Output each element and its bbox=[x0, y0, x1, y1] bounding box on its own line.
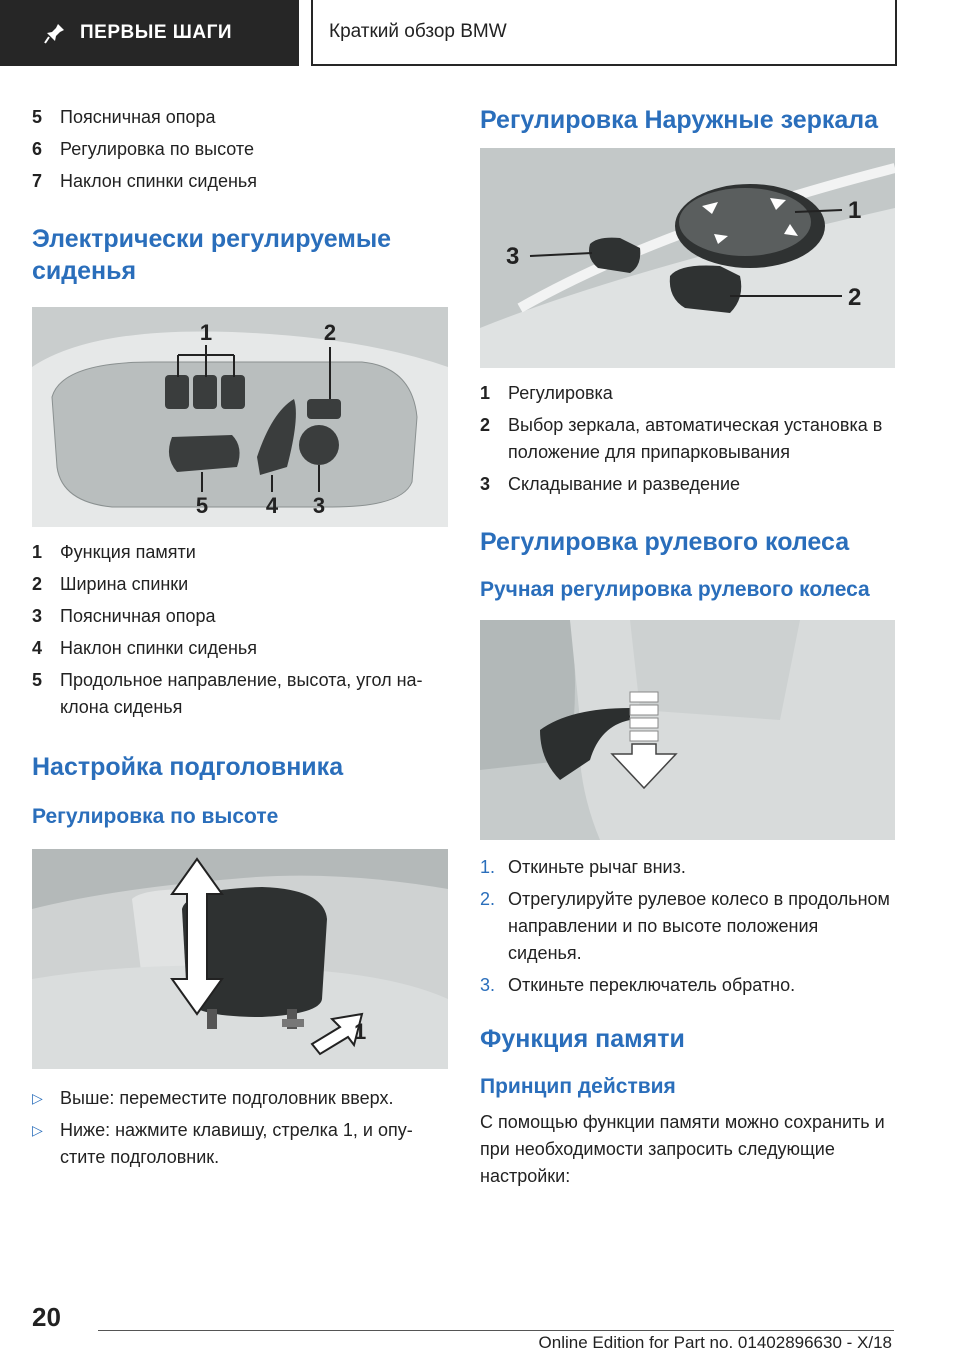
memory-heading: Функция памяти bbox=[480, 1025, 685, 1053]
left-column bbox=[32, 104, 448, 1176]
headrest-subheading: Регулировка по высоте bbox=[32, 805, 279, 828]
list-item: 4 Наклон спинки сиденья bbox=[32, 638, 258, 658]
section-title: ПЕРВЫЕ ШАГИ bbox=[80, 22, 233, 43]
memory-subheading: Принцип действия bbox=[480, 1075, 676, 1098]
list-item: 2 Выбор зеркала, автоматическая установка в положение для припарковывания bbox=[480, 415, 883, 462]
list-item: 5 Продольное направление, высота, угол наклона сиденья bbox=[32, 670, 423, 717]
fig-label: 1 bbox=[354, 1019, 367, 1044]
list-item: 3 Поясничная опора bbox=[32, 606, 216, 626]
fig-label: 3 bbox=[312, 493, 326, 518]
pin-icon bbox=[44, 22, 66, 44]
list-item: ▷ Выше: переместите подголовник вверх. bbox=[32, 1085, 448, 1112]
seat-list bbox=[32, 539, 448, 721]
triangle-bullet-icon: ▷ bbox=[32, 1122, 43, 1138]
fig-label: 4 bbox=[265, 493, 279, 518]
edition-info: Online Edition for Part no. 01402896630 - X/18 bbox=[538, 1333, 892, 1352]
wheel-heading: Регулировка рулевого колеса bbox=[480, 528, 850, 556]
headrest-figure bbox=[32, 849, 448, 1069]
mirror-list bbox=[480, 380, 896, 498]
chapter-tab bbox=[311, 0, 897, 66]
headrest-list bbox=[32, 1085, 448, 1171]
list-item: ▷ Ниже: нажмите клавишу, стрелка 1, и опустите подголовник. bbox=[32, 1117, 448, 1171]
list-item: 3 Складывание и разведение bbox=[480, 474, 741, 494]
fig-label: 5 bbox=[195, 493, 209, 518]
list-item: 5 Поясничная опора bbox=[32, 107, 216, 127]
list-item: 1. Откиньте рычаг вниз. bbox=[480, 857, 686, 877]
fig-label: 2 bbox=[323, 320, 337, 345]
mirror-heading: Регулировка Наружные зеркала bbox=[480, 106, 879, 134]
steering-lever-figure bbox=[480, 620, 895, 840]
chapter-title: Краткий обзор BMW bbox=[329, 21, 507, 42]
page-number: 20 bbox=[32, 1302, 61, 1332]
list-item: 6 Регулировка по высоте bbox=[32, 139, 254, 159]
list-item: 2 Ширина спинки bbox=[32, 574, 189, 594]
seats-heading: Электрически регулируемые сиденья bbox=[32, 225, 392, 285]
triangle-bullet-icon: ▷ bbox=[32, 1090, 43, 1106]
list-item: 1 Функция памяти bbox=[32, 542, 196, 562]
fig-label: 3 bbox=[506, 243, 520, 270]
wheel-steps bbox=[480, 854, 896, 999]
headrest-heading: Настройка подголовника bbox=[32, 753, 344, 781]
right-column bbox=[480, 104, 896, 1190]
list-item: 7 Наклон спинки сиденья bbox=[32, 171, 258, 191]
top-list bbox=[32, 104, 448, 195]
section-tab bbox=[0, 0, 299, 66]
fig-label: 2 bbox=[848, 284, 862, 311]
memory-text: С помощью функции памяти можно сохранить и при необходимости запросить следующие настройки: bbox=[480, 1112, 885, 1186]
footer-divider bbox=[98, 1330, 894, 1331]
list-item: 3. Откиньте переключатель обратно. bbox=[480, 975, 796, 995]
fig-label: 1 bbox=[199, 320, 213, 345]
wheel-subheading: Ручная регулировка рулевого колеса bbox=[480, 578, 870, 601]
list-item: 1 Регулировка bbox=[480, 383, 613, 403]
seat-controls-figure bbox=[32, 307, 448, 527]
mirror-controls-figure bbox=[480, 148, 895, 368]
list-item: 2. Отрегулируйте рулевое колесо в продольном направлении и по высоте положения сиденья. bbox=[480, 889, 890, 963]
fig-label: 1 bbox=[848, 197, 862, 224]
